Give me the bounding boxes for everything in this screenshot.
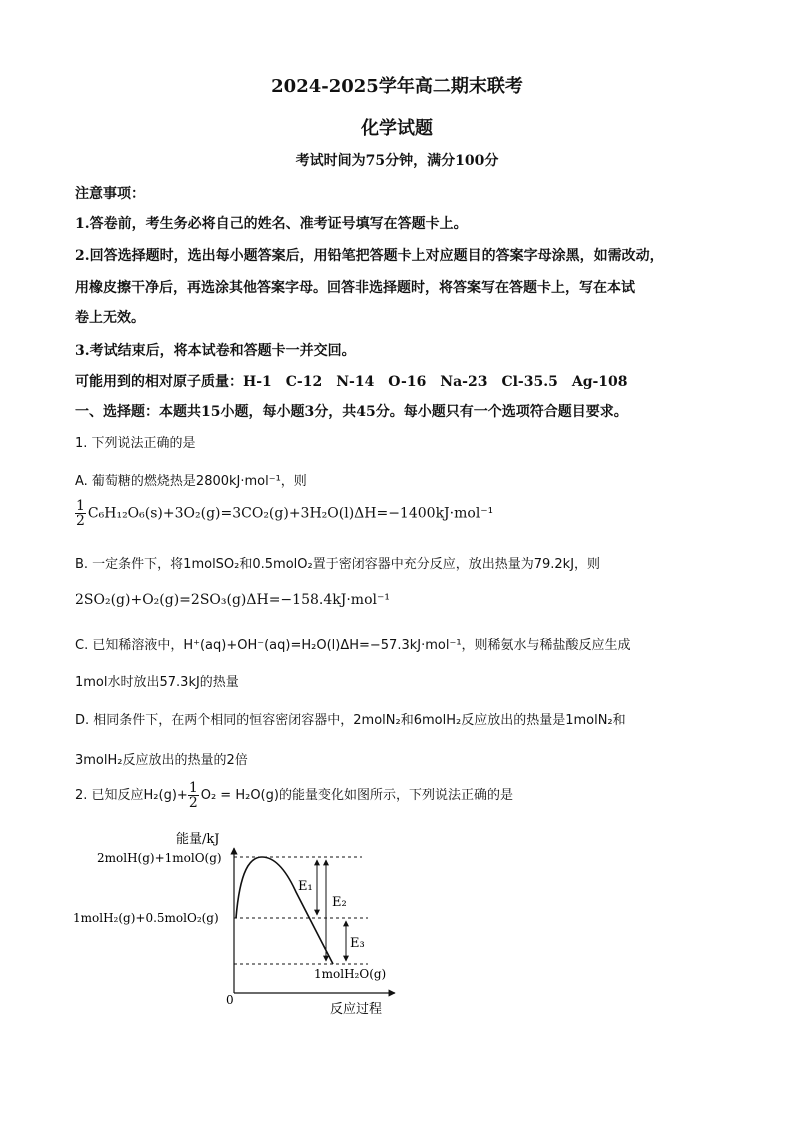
- e2-label: E₂: [332, 895, 347, 910]
- note-item-1: 1.答卷前，考生务必将自己的姓名、准考证号填写在答题卡上。: [75, 216, 468, 232]
- question-1-option-c-line-2: 1mol水时放出57.3kJ的热量: [75, 675, 239, 690]
- notes-heading: 注意事项：: [75, 186, 145, 202]
- note-item-3: 3.考试结束后，将本试卷和答题卡一并交回。: [75, 343, 356, 359]
- exam-title: 2024-2025学年高二期末联考: [271, 76, 523, 97]
- subject-title: 化学试题: [361, 118, 433, 139]
- atomic-masses: 可能用到的相对原子质量：H-1 C-12 N-14 O-16 Na-23 Cl-35.5 Ag-108: [75, 374, 628, 390]
- note-item-2-line-3: 卷上无效。: [75, 310, 145, 326]
- half-fraction: $\frac{1}{2}$: [188, 780, 198, 811]
- question-1-option-b: B. 一定条件下，将1molSO₂和0.5molO₂置于密闭容器中充分反应，放出热量为79.2kJ，则: [75, 557, 601, 572]
- y-axis-label: 能量/kJ: [176, 832, 220, 847]
- time-info: 考试时间为75分钟，满分100分: [295, 153, 499, 169]
- x-axis-label: 反应过程: [330, 1002, 383, 1017]
- note-item-2-line-2: 用橡皮擦干净后，再选涂其他答案字母。回答非选择题时，将答案写在答题卡上，写在本试: [75, 280, 635, 296]
- level-mid-label: 1molH₂(g)+0.5molO₂(g): [73, 911, 219, 925]
- question-1-option-b-equation: 2SO₂(g)+O₂(g)=2SO₃(g)ΔH=−158.4kJ·mol⁻¹: [75, 592, 390, 608]
- level-bottom-label: 1molH₂O(g): [314, 967, 387, 981]
- question-1-option-d: D. 相同条件下，在两个相同的恒容密闭容器中，2molN₂和6molH₂反应放出的热量是1molN₂和: [75, 713, 626, 728]
- origin-label: 0: [226, 993, 234, 1007]
- e3-label: E₃: [350, 936, 365, 951]
- question-1-option-a-equation: $\frac{1}{2}$ C₆H₁₂O₆(s)+3O₂(g)=3CO₂(g)+3H₂O(l)ΔH=−1400kJ·mol⁻¹: [76, 498, 494, 529]
- half-fraction: $\frac{1}{2}$: [76, 498, 85, 529]
- question-1-option-a: A. 葡萄糖的燃烧热是2800kJ·mol⁻¹，则: [75, 474, 307, 489]
- note-item-2-line-1: 2.回答选择题时，选出每小题答案后，用铅笔把答题卡上对应题目的答案字母涂黑，如需改动，: [75, 248, 664, 264]
- question-1-stem: 1. 下列说法正确的是: [75, 436, 196, 451]
- level-top-label: 2molH(g)+1molO(g): [97, 851, 222, 865]
- section-heading: 一、选择题：本题共15小题，每小题3分，共45分。每小题只有一个选项符合题目要求。: [75, 404, 628, 420]
- question-1-option-c: C. 已知稀溶液中，H⁺(aq)+OH⁻(aq)=H₂O(l)ΔH=−57.3kJ·mol⁻¹，则稀氨水与稀盐酸反应生成: [75, 638, 631, 653]
- question-2-stem: 2. 已知反应H₂(g)+ $\frac{1}{2}$ O₂ = H₂O(g)的能量变化如图所示，下列说法正确的是: [75, 780, 513, 811]
- question-1-option-d-line-2: 3molH₂反应放出的热量的2倍: [75, 753, 248, 768]
- e1-label: E₁: [298, 879, 313, 894]
- energy-curve: [236, 857, 333, 964]
